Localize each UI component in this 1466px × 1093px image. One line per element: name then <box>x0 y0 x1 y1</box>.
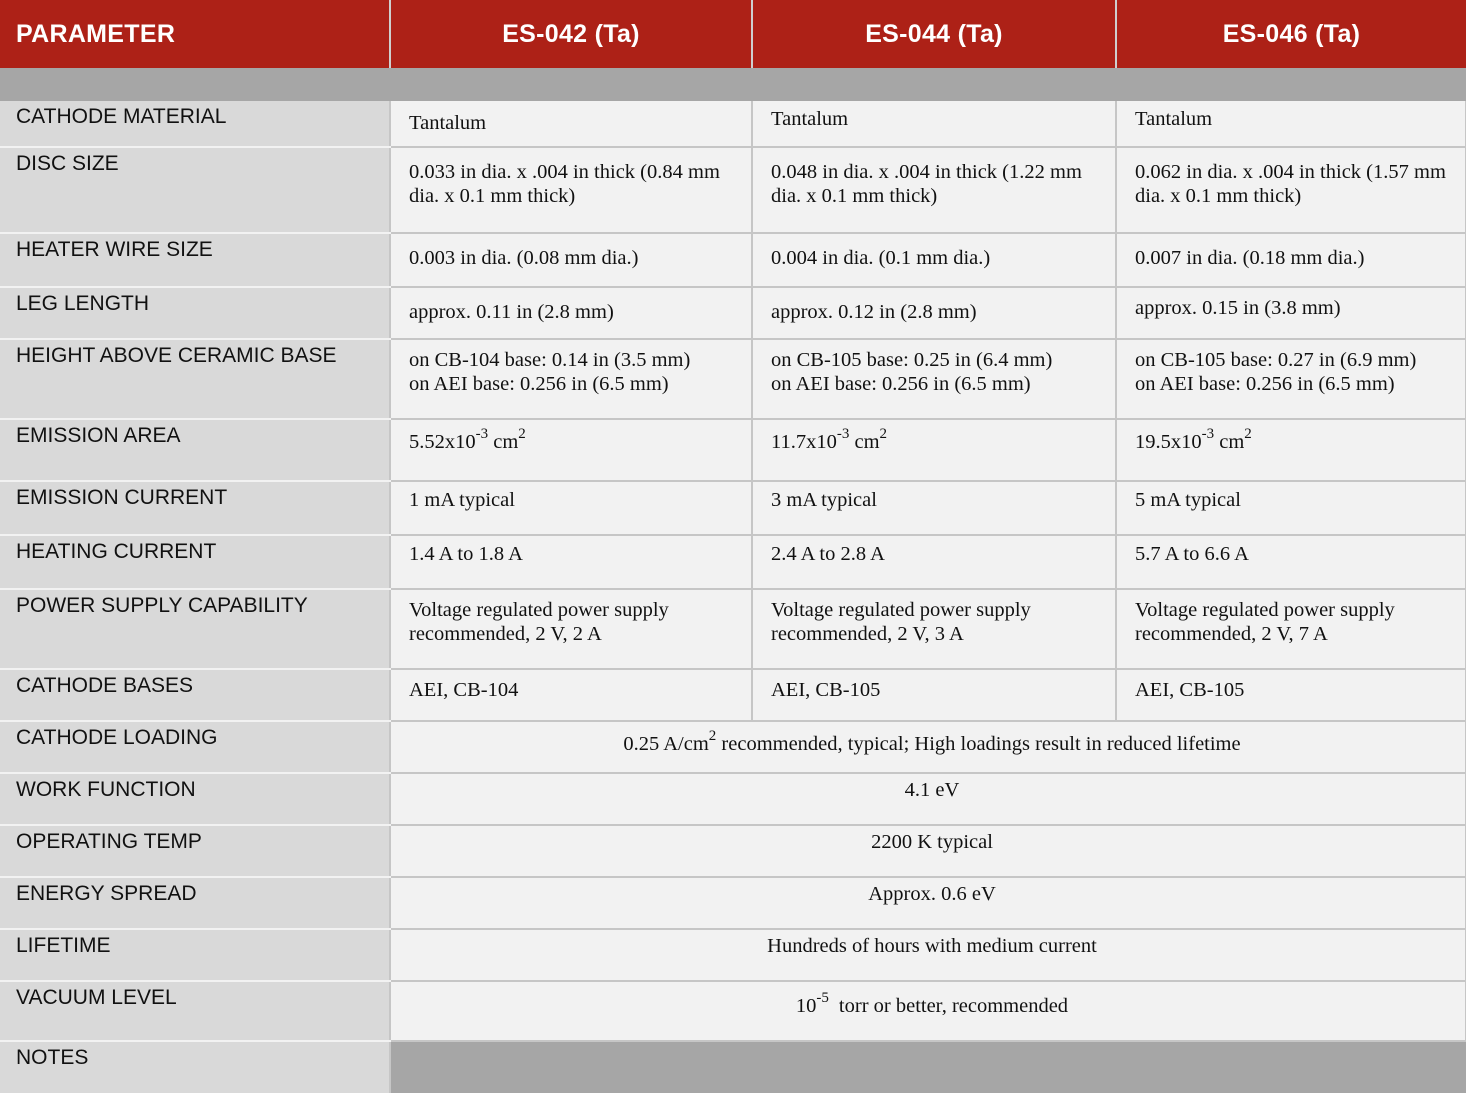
cell-value: approx. 0.15 in (3.8 mm) <box>1116 287 1466 339</box>
cell-value: Tantalum <box>390 101 752 147</box>
table-row <box>0 1041 1466 1093</box>
cell-value: AEI, CB-104 <box>390 669 752 721</box>
cell-value: $11.7x10^{-3}$ $cm^2$ <box>752 419 1116 481</box>
model-header-es042: ES-042 (Ta) <box>390 0 752 68</box>
row-label: ENERGY SPREAD <box>0 877 390 929</box>
table-row <box>0 147 1466 233</box>
cell-value: 1 mA typical <box>390 481 752 535</box>
cell-value: 0.048 in dia. x .004 in thick (1.22 mm dia. x 0.1 mm thick) <box>752 147 1116 233</box>
table-row <box>0 287 1466 339</box>
header-row <box>0 0 1466 68</box>
row-label: HEIGHT ABOVE CERAMIC BASE <box>0 339 390 419</box>
cell-line: recommended, 2 V, 2 A <box>409 623 602 645</box>
cell-value: 0.062 in dia. x .004 in thick (1.57 mm dia. x 0.1 mm thick) <box>1116 147 1466 233</box>
table-row <box>0 589 1466 669</box>
row-label: DISC SIZE <box>0 147 390 233</box>
row-label: NOTES <box>0 1041 390 1093</box>
cell-value: 2.4 A to 2.8 A <box>752 535 1116 589</box>
cell-line: on AEI base: 0.256 in (6.5 mm) <box>409 373 669 395</box>
cell-value: approx. 0.11 in (2.8 mm) <box>390 287 752 339</box>
table-row <box>0 419 1466 481</box>
cell-line: on AEI base: 0.256 in (6.5 mm) <box>771 373 1031 395</box>
model-header-es046: ES-046 (Ta) <box>1116 0 1466 68</box>
cell-value: Hundreds of hours with medium current <box>390 929 1466 981</box>
cell-value: Tantalum <box>752 101 1116 147</box>
parameter-header: PARAMETER <box>0 0 390 68</box>
row-label: WORK FUNCTION <box>0 773 390 825</box>
cell-value <box>752 339 1116 419</box>
cell-value: AEI, CB-105 <box>752 669 1116 721</box>
row-label: HEATING CURRENT <box>0 535 390 589</box>
cell-value: 0.003 in dia. (0.08 mm dia.) <box>390 233 752 287</box>
cell-value <box>1116 339 1466 419</box>
cell-value: $5.52x10^{-3}$ $cm^2$ <box>390 419 752 481</box>
cell-line: on CB-104 base: 0.14 in (3.5 mm) <box>409 349 691 371</box>
cell-line: Voltage regulated power supply <box>409 599 669 621</box>
cell-value <box>390 339 752 419</box>
model-header-es044: ES-044 (Ta) <box>752 0 1116 68</box>
table-row <box>0 825 1466 877</box>
row-label: POWER SUPPLY CAPABILITY <box>0 589 390 669</box>
cell-value <box>752 589 1116 669</box>
table-row <box>0 981 1466 1041</box>
cell-line: on CB-105 base: 0.25 in (6.4 mm) <box>771 349 1053 371</box>
cell-value: 3 mA typical <box>752 481 1116 535</box>
cell-value: approx. 0.12 in (2.8 mm) <box>752 287 1116 339</box>
table-row <box>0 481 1466 535</box>
cell-value <box>1116 589 1466 669</box>
notes-cell <box>390 1041 1466 1093</box>
row-label: LEG LENGTH <box>0 287 390 339</box>
cell-value: $10^{-5}$ torr or better, recommended <box>390 981 1466 1041</box>
row-label: VACUUM LEVEL <box>0 981 390 1041</box>
cell-value: 1.4 A to 1.8 A <box>390 535 752 589</box>
table-row <box>0 929 1466 981</box>
cell-line: recommended, 2 V, 7 A <box>1135 623 1328 645</box>
row-label: CATHODE LOADING <box>0 721 390 773</box>
cell-line: Voltage regulated power supply <box>771 599 1031 621</box>
table-row <box>0 773 1466 825</box>
row-label: OPERATING TEMP <box>0 825 390 877</box>
cell-value: Tantalum <box>1116 101 1466 147</box>
cell-value: $19.5x10^{-3}$ $cm^2$ <box>1116 419 1466 481</box>
cell-line: Voltage regulated power supply <box>1135 599 1395 621</box>
table-row <box>0 877 1466 929</box>
table-row <box>0 721 1466 773</box>
cell-value: 2200 K typical <box>390 825 1466 877</box>
row-label: CATHODE BASES <box>0 669 390 721</box>
table-row <box>0 535 1466 589</box>
cell-value: 0.25 $A/cm^2$ recommended, typical; High loadings result in reduced lifetime <box>390 721 1466 773</box>
cell-value: 0.004 in dia. (0.1 mm dia.) <box>752 233 1116 287</box>
cell-value: Approx. 0.6 eV <box>390 877 1466 929</box>
row-label: EMISSION CURRENT <box>0 481 390 535</box>
cell-value: AEI, CB-105 <box>1116 669 1466 721</box>
cell-value: 5.7 A to 6.6 A <box>1116 535 1466 589</box>
cell-value <box>390 589 752 669</box>
table-row <box>0 669 1466 721</box>
cell-line: on AEI base: 0.256 in (6.5 mm) <box>1135 373 1395 395</box>
cell-value: 0.007 in dia. (0.18 mm dia.) <box>1116 233 1466 287</box>
cell-value: 5 mA typical <box>1116 481 1466 535</box>
cell-line: on CB-105 base: 0.27 in (6.9 mm) <box>1135 349 1417 371</box>
table-row <box>0 233 1466 287</box>
table-row <box>0 101 1466 147</box>
row-label: LIFETIME <box>0 929 390 981</box>
table-row <box>0 339 1466 419</box>
cell-value: 4.1 eV <box>390 773 1466 825</box>
cell-value: 0.033 in dia. x .004 in thick (0.84 mm dia. x 0.1 mm thick) <box>390 147 752 233</box>
separator-row <box>0 68 1466 101</box>
row-label: CATHODE MATERIAL <box>0 101 390 147</box>
row-label: HEATER WIRE SIZE <box>0 233 390 287</box>
cell-line: recommended, 2 V, 3 A <box>771 623 964 645</box>
row-label: EMISSION AREA <box>0 419 390 481</box>
